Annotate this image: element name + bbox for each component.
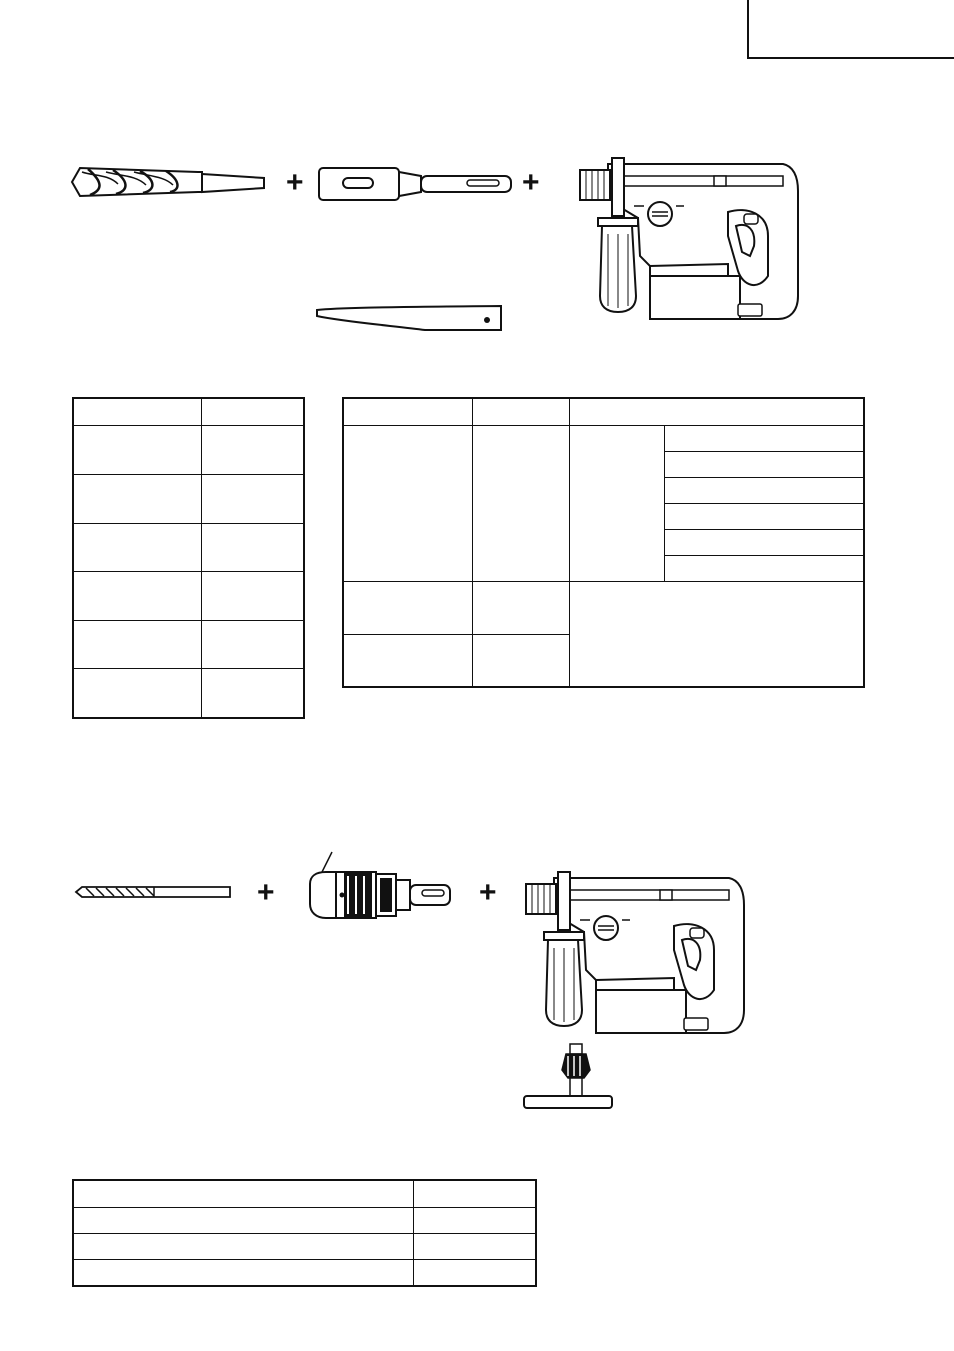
table-row: [74, 475, 304, 524]
page-tab: [747, 0, 954, 59]
plus-sign-3: +: [257, 876, 275, 909]
plus-sign-2: +: [522, 166, 540, 199]
table-row: [344, 426, 864, 452]
drill-bit-icon: [74, 884, 234, 900]
table-row: [74, 399, 304, 426]
table-bottom: [73, 1180, 536, 1286]
table-row: [74, 572, 304, 621]
table-row: [344, 582, 864, 635]
table-row: [74, 1208, 536, 1234]
table-row: [344, 399, 864, 426]
table-row: [74, 1260, 536, 1286]
table-row: [74, 524, 304, 572]
table-row: [74, 669, 304, 718]
table-left: [73, 398, 304, 718]
table-row: [74, 426, 304, 475]
table-right: [343, 398, 864, 687]
plus-sign-4: +: [479, 876, 497, 909]
table-row: [74, 1181, 536, 1208]
plus-sign-1: +: [286, 166, 304, 199]
chuck-wrench-icon: [520, 1042, 616, 1112]
rotary-hammer-icon: [578, 156, 803, 324]
taper-shank-adapter-icon: [317, 166, 517, 202]
table-row: [74, 1234, 536, 1260]
rotary-hammer-icon: [524, 870, 749, 1038]
tapered-drill-bit-icon: [68, 160, 268, 204]
cotter-icon: [315, 302, 505, 334]
drill-chuck-icon: [306, 850, 454, 924]
table-row: [74, 621, 304, 669]
